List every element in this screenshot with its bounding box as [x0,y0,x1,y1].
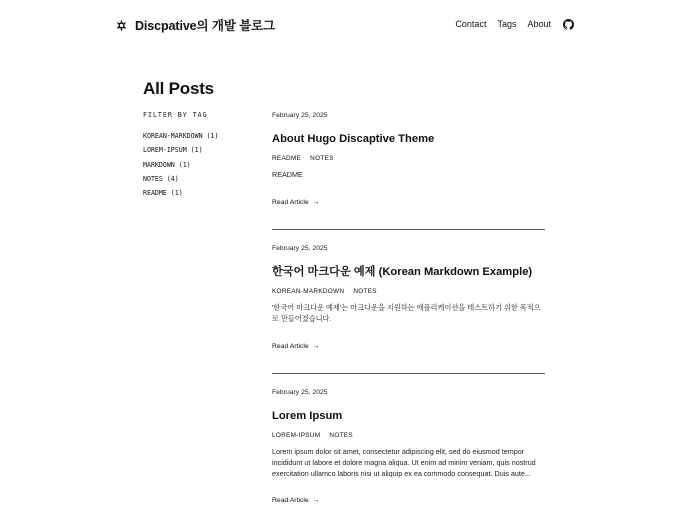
post-divider [272,373,545,374]
post-card [272,388,545,507]
tag-filter-korean-markdown[interactable]: KOREAN-MARKDOWN (1) [143,132,219,140]
post-summary: README [272,170,303,179]
post-tags [272,432,545,439]
read-article-label: Read Article [272,342,309,350]
post-summary: '한국어 마크다운 예제'는 마크다운을 지원하는 애플리케이션을 테스트하기 위한 목적으로 만들어졌습니다. [272,303,541,323]
post-tag[interactable]: NOTES [310,155,334,162]
post-date: February 25, 2025 [272,112,328,119]
site-title: Discpative의 개발 블로그 [135,19,276,33]
arrow-right-icon: → [312,198,320,206]
post-date: February 25, 2025 [272,245,328,252]
read-article-link[interactable] [272,199,320,206]
post-summary: Lorem ipsum dolor sit amet, consectetur adipiscing elit, sed do eiusmod tempor incididunt ut labore et dolore magna aliqua. Ut enim ad minim veniam, quis nostrud exercitation ullamco laboris nisi ut aliquip ex ea commodo consequat. Duis aute... [272,447,536,478]
post-title-link[interactable]: About Hugo Discaptive Theme [272,133,435,145]
post-date: February 25, 2025 [272,389,328,396]
read-article-label: Read Article [272,497,309,505]
post-title-link[interactable]: 한국어 마크다운 예제 (Korean Markdown Example) [272,266,533,278]
arrow-right-icon: → [312,342,320,350]
page-title: All Posts [143,79,214,98]
post-title-link[interactable]: Lorem Ipsum [272,410,343,422]
nav-tags[interactable]: Tags [497,19,517,29]
post-divider [272,229,545,230]
filter-heading: FILTER BY TAG [143,111,208,119]
tag-filter-sidebar [143,111,253,200]
read-article-link[interactable] [272,343,320,350]
read-article-link[interactable] [272,497,320,504]
github-icon[interactable] [563,19,574,30]
nav-contact[interactable]: Contact [455,19,487,29]
tag-filter-readme[interactable]: README (1) [143,189,183,198]
arrow-right-icon: → [312,497,320,505]
post-tag[interactable]: LOREM-IPSUM [272,432,321,439]
post-tag[interactable]: KOREAN-MARKDOWN [272,288,345,295]
read-article-label: Read Article [272,198,309,206]
asterisk-star-icon [115,19,128,32]
site-header [0,0,688,50]
tag-filter-notes[interactable]: NOTES (4) [143,174,179,183]
nav-about[interactable]: About [527,19,551,29]
post-card [272,244,545,374]
post-tag[interactable]: README [272,155,302,162]
post-card [272,111,545,230]
site-brand-link[interactable] [115,16,275,34]
post-tags [272,155,545,162]
tag-list [143,129,253,200]
post-tags [272,288,545,295]
tag-filter-markdown[interactable]: MARKDOWN (1) [143,160,191,169]
post-tag[interactable]: NOTES [353,288,377,295]
post-tag[interactable]: NOTES [329,432,353,439]
main-nav [444,17,574,31]
tag-filter-lorem-ipsum[interactable]: LOREM-IPSUM (1) [143,146,203,155]
